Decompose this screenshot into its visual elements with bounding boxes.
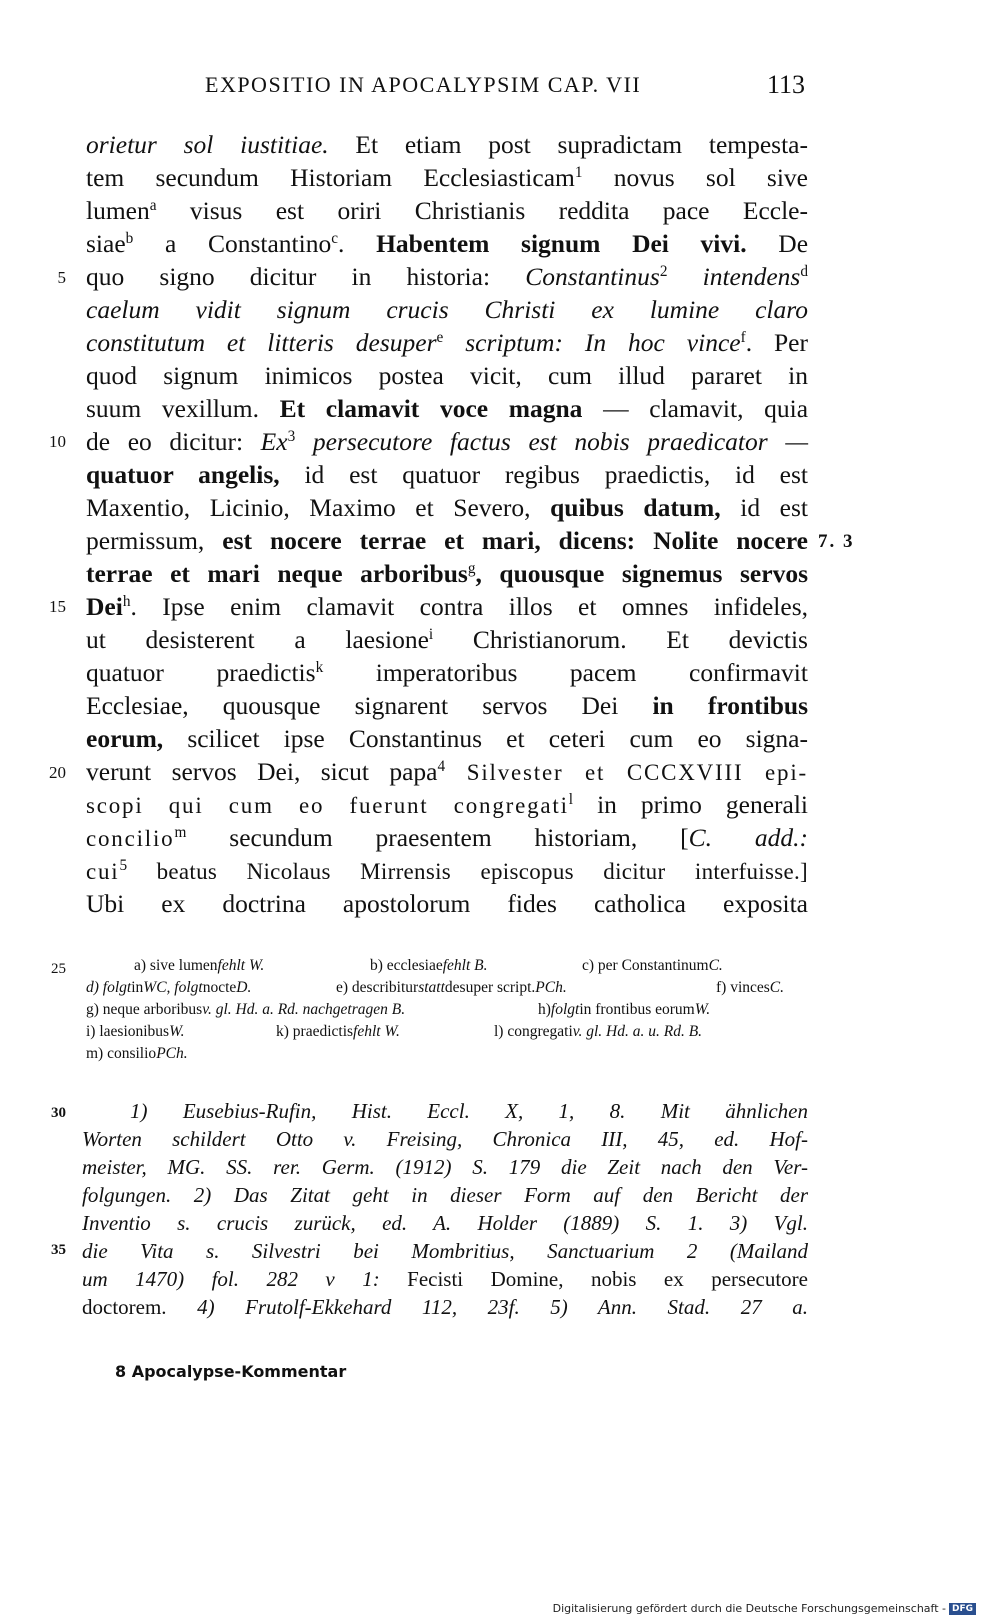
footnote-line: um 1470) fol. 282 v 1: Fecisti Domine, nobis ex persecutore bbox=[82, 1267, 808, 1291]
text-line: permissum, est nocere terrae et mari, dicens: Nolite nocere bbox=[86, 526, 808, 555]
text-line: quo signo dicitur in historia: Constantinus$^2$ intendens$^d$ bbox=[86, 262, 808, 291]
text-line: orietur sol iustitiae. Et etiam post supradictam tempesta- bbox=[86, 130, 808, 159]
text-line: concilio$^m$ secundum praesentem historiam, [C. add.: bbox=[86, 823, 808, 852]
text-line: scopi qui cum eo fuerunt congregati$^l$ in primo generali bbox=[86, 790, 808, 819]
text-line: quatuor praedictis$^k$ imperatoribus pacem confirmavit bbox=[86, 658, 808, 687]
footnote-line: doctorem. 4) Frutolf-Ekkehard 112, 23f. 5) Ann. Stad. 27 a. bbox=[82, 1295, 808, 1319]
line-number: 10 bbox=[49, 432, 66, 451]
signature-mark: 8 Apocalypse-Kommentar bbox=[115, 1362, 347, 1381]
line-number: 15 bbox=[49, 597, 66, 616]
apparatus-line: a) sive lumenfehlt W. b) ecclesiaefehlt B. c) per ConstantinumC. bbox=[134, 957, 723, 974]
footnote-line: Inventio s. crucis zurück, ed. A. Holder (1889) S. 1. 3) Vgl. bbox=[82, 1211, 808, 1235]
line-number: 5 bbox=[57, 268, 66, 287]
text-line: caelum vidit signum crucis Christi ex lumine claro bbox=[86, 295, 808, 324]
text-line: Dei$^h$. Ipse enim clamavit contra illos et omnes infideles, bbox=[86, 592, 808, 621]
footnote-line: meister, MG. SS. rer. Germ. (1912) S. 179 die Zeit nach den Ver- bbox=[82, 1155, 808, 1179]
footnote-line: Worten schildert Otto v. Freising, Chronica III, 45, ed. Hof- bbox=[82, 1127, 808, 1151]
text-line: eorum, scilicet ipse Constantinus et ceteri cum eo signa- bbox=[86, 724, 808, 753]
text-line: ut desisterent a laesione$^i$ Christianorum. Et devictis bbox=[86, 625, 808, 654]
text-line: quatuor angelis, id est quatuor regibus praedictis, id est bbox=[86, 460, 808, 489]
text-line: cui$^5$ beatus Nicolaus Mirrensis episcopus dicitur interfuisse.] bbox=[86, 857, 808, 884]
text-line: verunt servos Dei, sicut papa$^4$ Silvester et CCCXVIII epi- bbox=[86, 757, 808, 786]
text-line: siae$^b$ a Constantino$^c$. Habentem signum Dei vivi. De bbox=[86, 229, 809, 258]
page-header bbox=[205, 70, 805, 104]
text-line: de eo dicitur: Ex$^3$ persecutore factus est nobis praedicator — bbox=[86, 427, 808, 456]
text-line: terrae et mari neque arboribus$^g$, quousque signemus servos bbox=[86, 559, 808, 588]
line-number: 30 bbox=[51, 1105, 66, 1121]
apparatus-line: i) laesionibusW. k) praedictisfehlt W. l) congregativ. gl. Hd. a. u. Rd. B. bbox=[86, 1023, 703, 1040]
apparatus-line: m) consilioPCh. bbox=[86, 1045, 188, 1062]
text-line: Maxentio, Licinio, Maximo et Severo, quibus datum, id est bbox=[86, 493, 808, 522]
footnote-line: folgungen. 2) Das Zitat geht in dieser Form auf den Bericht der bbox=[82, 1183, 808, 1207]
digitization-credit: Digitalisierung gefördert durch die Deutsche Forschungsgemeinschaft - DFG bbox=[553, 1602, 976, 1615]
page-number: 113 bbox=[766, 70, 805, 99]
line-number: 25 bbox=[51, 961, 66, 977]
text-line: Ecclesiae, quousque signarent servos Dei in frontibus bbox=[86, 691, 808, 720]
line-number: 35 bbox=[51, 1242, 66, 1258]
text-line: tem secundum Historiam Ecclesiasticam$^1$ novus sol sive bbox=[86, 163, 808, 192]
running-head: EXPOSITIO IN APOCALYPSIM CAP. VII bbox=[205, 72, 642, 97]
text-line: suum vexillum. Et clamavit voce magna — clamavit, quia bbox=[86, 394, 809, 423]
text-line: Ubi ex doctrina apostolorum fides catholica exposita bbox=[86, 889, 808, 918]
footnote-line: 1) Eusebius-Rufin, Hist. Eccl. X, 1, 8. Mit ähnlichen bbox=[130, 1099, 808, 1123]
text-line: lumen$^a$ visus est oriri Christianis reddita pace Eccle- bbox=[86, 196, 808, 225]
text-line: quod signum inimicos postea vicit, cum illud pararet in bbox=[86, 361, 808, 390]
footnote-line: die Vita s. Silvestri bei Mombritius, Sanctuarium 2 (Mailand bbox=[82, 1239, 808, 1263]
margin-verse-reference: 7. 3 bbox=[818, 531, 855, 552]
dfg-logo: DFG bbox=[949, 1603, 976, 1615]
text-line: constitutum et litteris desuper$^e$ scriptum: In hoc vince$^f$. Per bbox=[86, 328, 808, 357]
apparatus-line: g) neque arboribusv. gl. Hd. a. Rd. nachgetragen B. h)folgtin frontibus eorumW. bbox=[86, 1001, 711, 1018]
line-number: 20 bbox=[49, 763, 66, 782]
apparatus-line: d) folgtinWC, folgtnocteD. e) describiturstattdesuper script.PCh. f) vincesC. bbox=[86, 979, 785, 996]
